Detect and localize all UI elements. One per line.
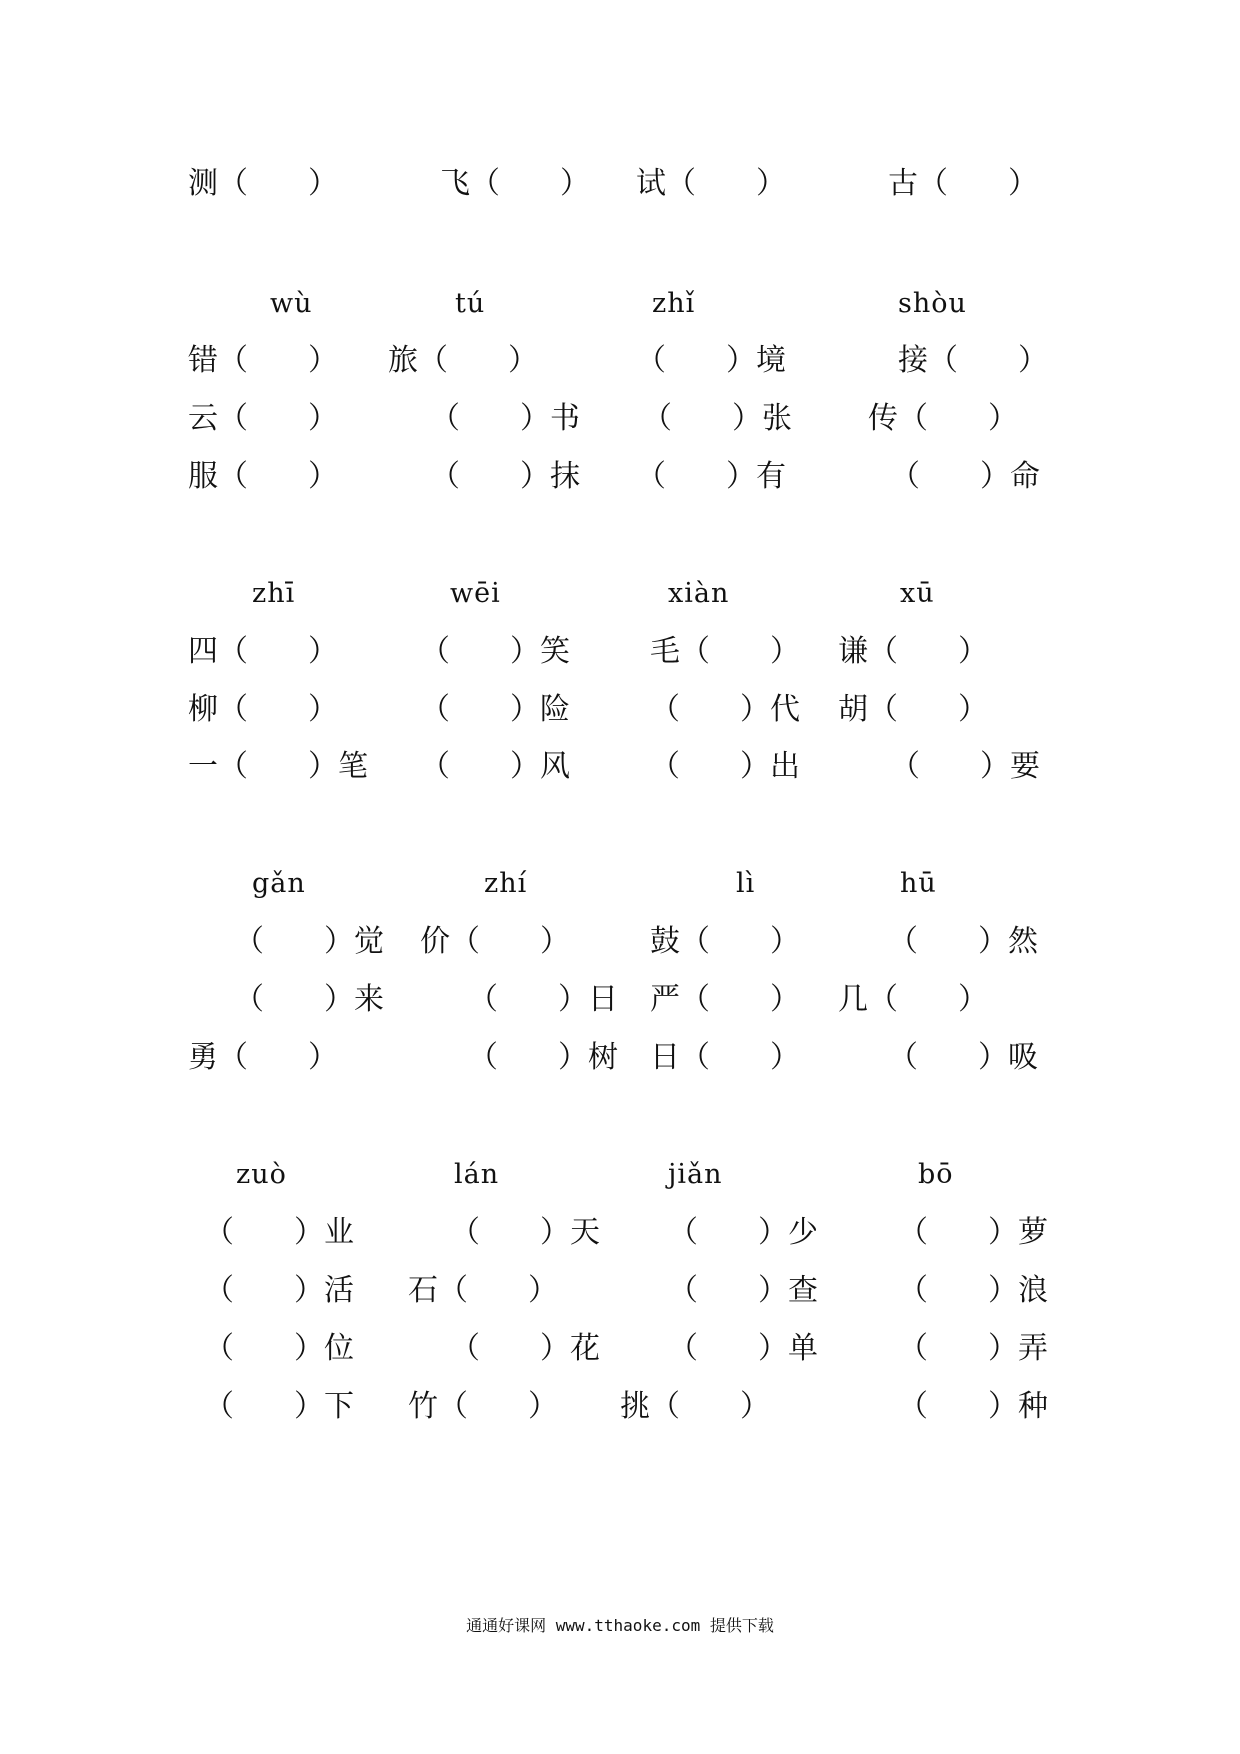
exercise-row xyxy=(0,1036,1240,1080)
exercise-row xyxy=(0,978,1240,1022)
word-blank[interactable]: 鼓（ ） xyxy=(650,924,800,959)
exercise-row xyxy=(0,688,1240,732)
pinyin-label: wēi xyxy=(450,578,501,609)
word-blank[interactable]: （ ）吸 xyxy=(888,1040,1038,1075)
word-blank[interactable]: （ ）风 xyxy=(420,749,570,784)
word-blank[interactable]: （ ）活 xyxy=(204,1273,354,1308)
word-blank[interactable]: 胡（ ） xyxy=(838,692,988,727)
word-blank[interactable]: 传（ ） xyxy=(868,401,1018,436)
word-blank[interactable]: 日（ ） xyxy=(650,1040,800,1075)
word-blank[interactable]: （ ）树 xyxy=(468,1040,618,1075)
exercise-row xyxy=(0,1211,1240,1255)
word-blank[interactable]: 旅（ ） xyxy=(388,343,538,378)
pinyin-label: zhí xyxy=(484,868,528,899)
pinyin-label: gǎn xyxy=(252,868,306,899)
word-blank[interactable]: 云（ ） xyxy=(188,401,338,436)
exercise-row xyxy=(0,397,1240,441)
word-blank[interactable]: 挑（ ） xyxy=(620,1389,770,1424)
word-blank[interactable]: （ ）张 xyxy=(642,401,792,436)
pinyin-label: lán xyxy=(454,1159,500,1190)
word-blank[interactable]: （ ）出 xyxy=(650,749,800,784)
word-blank[interactable]: （ ）日 xyxy=(468,982,618,1017)
word-blank[interactable]: （ ）花 xyxy=(450,1331,600,1366)
word-blank[interactable]: （ ）天 xyxy=(450,1215,600,1250)
word-blank[interactable]: （ ）觉 xyxy=(234,924,384,959)
exercise-row xyxy=(0,1269,1240,1313)
word-blank[interactable]: 接（ ） xyxy=(898,343,1048,378)
word-blank[interactable]: 竹（ ） xyxy=(408,1389,558,1424)
pinyin-label: bō xyxy=(918,1159,954,1190)
word-blank[interactable]: 一（ ）笔 xyxy=(188,749,368,784)
word-blank[interactable]: （ ）来 xyxy=(234,982,384,1017)
word-blank[interactable]: （ ）业 xyxy=(204,1215,354,1250)
pinyin-label: hū xyxy=(900,868,937,899)
word-blank[interactable]: 毛（ ） xyxy=(650,634,800,669)
word-blank[interactable]: （ ）境 xyxy=(636,343,786,378)
pinyin-label: shòu xyxy=(898,288,967,319)
word-blank[interactable]: （ ）然 xyxy=(888,924,1038,959)
word-blank[interactable]: （ ）代 xyxy=(650,692,800,727)
pinyin-label: lì xyxy=(736,868,756,899)
exercise-row xyxy=(0,455,1240,499)
word-blank[interactable]: 四（ ） xyxy=(188,634,338,669)
word-blank[interactable]: 勇（ ） xyxy=(188,1040,338,1075)
exercise-row xyxy=(0,1327,1240,1371)
exercise-row xyxy=(0,920,1240,964)
word-blank[interactable]: （ ）浪 xyxy=(898,1273,1048,1308)
word-blank[interactable]: 柳（ ） xyxy=(188,692,338,727)
word-blank[interactable]: （ ）少 xyxy=(668,1215,818,1250)
word-blank[interactable]: 谦（ ） xyxy=(838,634,988,669)
pinyin-label: zhǐ xyxy=(652,288,696,319)
word-blank[interactable]: （ ）查 xyxy=(668,1273,818,1308)
exercise-row xyxy=(0,162,1240,206)
word-blank[interactable]: （ ）笑 xyxy=(420,634,570,669)
pinyin-label: wù xyxy=(270,288,313,319)
word-blank[interactable]: 错（ ） xyxy=(188,343,338,378)
pinyin-label: tú xyxy=(455,288,486,319)
word-blank[interactable]: 试（ ） xyxy=(636,166,786,201)
word-blank[interactable]: 古（ ） xyxy=(888,166,1038,201)
word-blank[interactable]: （ ）弄 xyxy=(898,1331,1048,1366)
word-blank[interactable]: （ ）抹 xyxy=(430,459,580,494)
footer-credit: 通通好课网 www.tthaoke.com 提供下载 xyxy=(466,1616,774,1635)
word-blank[interactable]: （ ）有 xyxy=(636,459,786,494)
word-blank[interactable]: （ ）位 xyxy=(204,1331,354,1366)
word-blank[interactable]: （ ）险 xyxy=(420,692,570,727)
exercise-row xyxy=(0,630,1240,674)
pinyin-label: zhī xyxy=(252,578,296,609)
exercise-row xyxy=(0,339,1240,383)
word-blank[interactable]: （ ）单 xyxy=(668,1331,818,1366)
word-blank[interactable]: 测（ ） xyxy=(188,166,338,201)
word-blank[interactable]: （ ）下 xyxy=(204,1389,354,1424)
exercise-row xyxy=(0,745,1240,789)
word-blank[interactable]: （ ）书 xyxy=(430,401,580,436)
word-blank[interactable]: 服（ ） xyxy=(188,459,338,494)
pinyin-row xyxy=(0,282,1240,326)
word-blank[interactable]: 几（ ） xyxy=(838,982,988,1017)
pinyin-row xyxy=(0,572,1240,616)
word-blank[interactable]: （ ）命 xyxy=(890,459,1040,494)
pinyin-label: zuò xyxy=(236,1159,287,1190)
word-blank[interactable]: 飞（ ） xyxy=(440,166,590,201)
word-blank[interactable]: 价（ ） xyxy=(420,924,570,959)
pinyin-row xyxy=(0,862,1240,906)
word-blank[interactable]: （ ）要 xyxy=(890,749,1040,784)
word-blank[interactable]: （ ）种 xyxy=(898,1389,1048,1424)
word-blank[interactable]: 严（ ） xyxy=(650,982,800,1017)
pinyin-label: xū xyxy=(900,578,935,609)
word-blank[interactable]: （ ）萝 xyxy=(898,1215,1048,1250)
pinyin-row xyxy=(0,1153,1240,1197)
pinyin-label: xiàn xyxy=(668,578,730,609)
pinyin-label: jiǎn xyxy=(668,1159,723,1190)
exercise-row xyxy=(0,1385,1240,1429)
word-blank[interactable]: 石（ ） xyxy=(408,1273,558,1308)
